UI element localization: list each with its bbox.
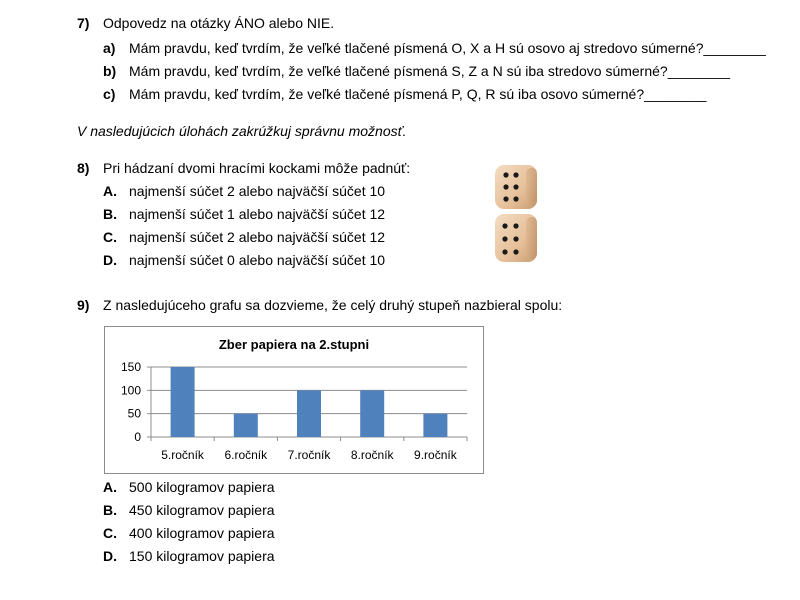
q8-d-label: D.	[103, 252, 117, 268]
q7-c-text: Mám pravdu, keď tvrdím, že veľké tlačené písmená P, Q, R sú iba osovo súmerné?________	[129, 86, 707, 102]
q7-c-label: c)	[103, 86, 116, 102]
bar-5	[423, 414, 447, 437]
chart-x-ticks	[151, 437, 467, 462]
q7-a-label: a)	[103, 40, 116, 56]
q8-text: Pri hádzaní dvomi hracími kockami môže padnúť:	[103, 160, 411, 176]
q8-b-text: najmenší súčet 1 alebo najväčší súčet 12	[129, 206, 386, 222]
q9-d-label: D.	[103, 548, 117, 564]
q9-text: Z nasledujúceho grafu sa dozvieme, že celý druhý stupeň nazbieral spolu:	[103, 297, 563, 313]
y-tick-label: 100	[120, 383, 141, 398]
chart-title: Zber papiera na 2.stupni	[218, 337, 370, 352]
instruction-text: V nasledujúcich úlohách zakrúžkuj správnu možnosť.	[77, 123, 407, 139]
q8-b-label: B.	[103, 206, 117, 222]
q7-text: Odpovedz na otázky ÁNO alebo NIE.	[103, 15, 335, 31]
q9-c-text: 400 kilogramov papiera	[129, 525, 275, 541]
q7-b-label: b)	[103, 63, 117, 79]
die-bottom-icon	[495, 214, 537, 262]
bar-4	[360, 390, 384, 437]
bar-2	[234, 414, 258, 437]
q8-a-text: najmenší súčet 2 alebo najväčší súčet 10	[129, 183, 386, 199]
q9-c-label: C.	[103, 525, 117, 541]
bar-3	[297, 390, 321, 437]
q7-a-text: Mám pravdu, keď tvrdím, že veľké tlačené písmená O, X a H sú osovo aj stredovo súmerné?________	[129, 40, 766, 56]
q7-b-text: Mám pravdu, keď tvrdím, že veľké tlačené písmená S, Z a N sú iba stredovo súmerné?________	[129, 63, 730, 79]
q9-a-text: 500 kilogramov papiera	[129, 479, 275, 495]
dice-image	[492, 162, 542, 268]
x-tick-label: 5.ročník	[161, 448, 204, 462]
chart-bars	[171, 367, 448, 437]
q9-d-text: 150 kilogramov papiera	[129, 548, 275, 564]
y-tick-label: 50	[127, 406, 141, 421]
x-tick-label: 7.ročník	[287, 448, 331, 462]
q9-b-label: B.	[103, 502, 117, 518]
q8-c-label: C.	[103, 229, 117, 245]
q9-b-text: 450 kilogramov papiera	[129, 502, 275, 518]
y-tick-label: 150	[120, 360, 141, 374]
x-tick-label: 6.ročník	[224, 448, 268, 462]
die-top-icon	[495, 165, 537, 209]
q8-c-text: najmenší súčet 2 alebo najväčší súčet 12	[129, 229, 386, 245]
q7-number: 7)	[77, 15, 90, 31]
x-tick-label: 9.ročník	[414, 448, 457, 462]
q9-number: 9)	[77, 297, 90, 313]
bar-chart	[104, 326, 484, 474]
chart-canvas	[105, 327, 483, 473]
chart-y-ticks	[121, 360, 151, 444]
q9-a-label: A.	[103, 479, 117, 495]
bar-1	[171, 367, 195, 437]
y-tick-label: 0	[134, 430, 141, 444]
q8-number: 8)	[77, 160, 90, 176]
q8-a-label: A.	[103, 183, 117, 199]
x-tick-label: 8.ročník	[350, 448, 394, 462]
q8-d-text: najmenší súčet 0 alebo najväčší súčet 10	[129, 252, 386, 268]
